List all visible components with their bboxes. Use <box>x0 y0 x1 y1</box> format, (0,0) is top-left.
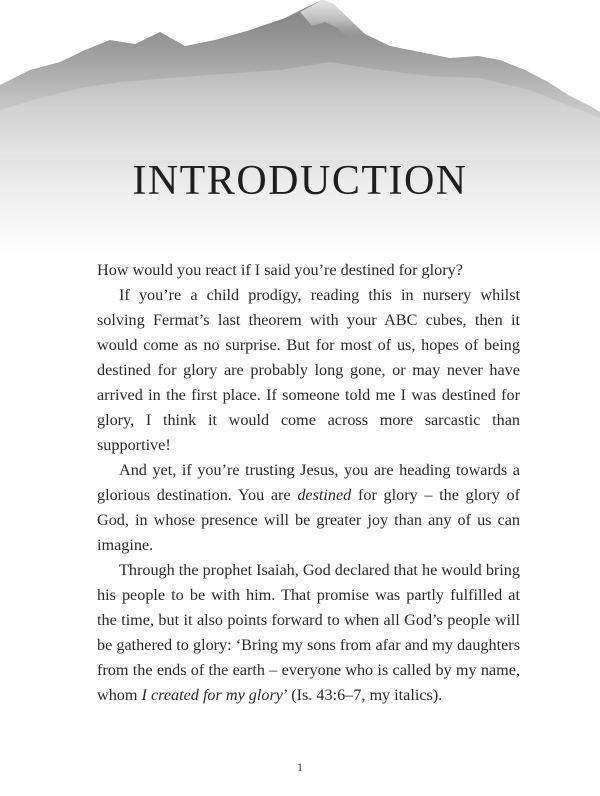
text-run: If you’re a child prodigy, reading this in nursery whilst solving Fermat’s last theorem with your ABC cubes, then it would come as no surprise. But for most of us, hopes of being destined for glory are probably long gone, or may never have arrived in the first place. If someone told me I was destined for glory, I think it would come across more sarcastic than supportive! <box>97 286 520 454</box>
italic-text: I created for my glory <box>141 686 283 704</box>
text-run: ’ (Is. 43:6–7, my italics). <box>282 686 443 704</box>
body-text <box>97 258 520 708</box>
paragraph <box>97 258 520 283</box>
text-run: How would you react if I said you’re destined for glory? <box>97 261 463 279</box>
italic-text: destined <box>297 486 352 504</box>
text-run: Through the prophet Isaiah, God declared that he would bring his people to be with him. That promise was partly fulfilled at the time, but it also points forward to when all God’s people will be gathered to glory: ‘Bring my sons from afar and my daughters from the ends of the earth – everyone who is called by my name, whom <box>97 561 520 704</box>
paragraph <box>97 458 520 558</box>
paragraph <box>97 558 520 708</box>
text-run: And yet, if you’re trusting Jesus, you are heading towards a glorious destination. You are <box>97 461 520 504</box>
text-run: for glory – the glory of God, in whose presence will be greater joy than any of us can imagine. <box>97 486 520 554</box>
mountain-header-image <box>0 0 600 260</box>
chapter-title: INTRODUCTION <box>132 158 468 204</box>
page-number: 1 <box>297 760 303 774</box>
paragraph <box>97 283 520 458</box>
